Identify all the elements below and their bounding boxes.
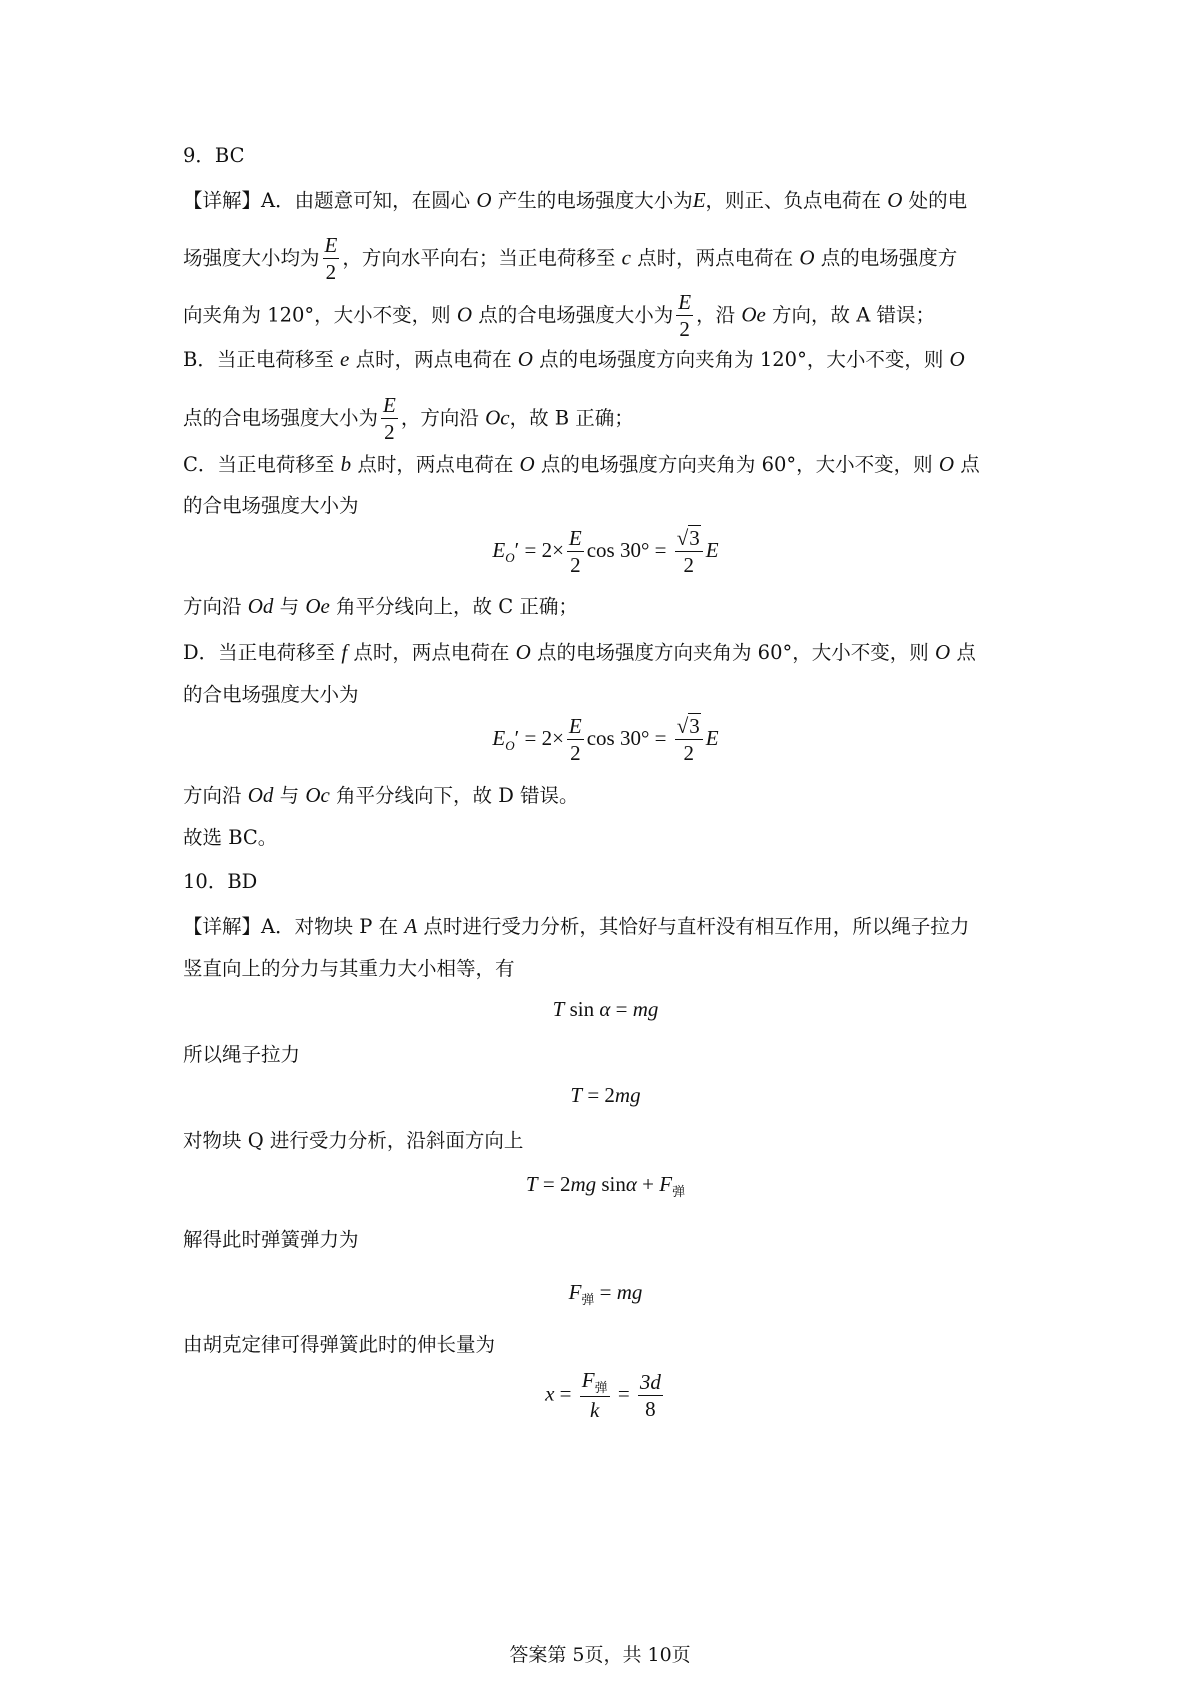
q9-option-d-line-3: 方向沿 Od 与 Oc 角平分线向下，故 D 错误。 (183, 783, 579, 807)
q9-line-2: 场强度大小均为 $\frac{E}{2}$ ，方向水平向右；当正电荷移至 c 点时，两点电荷在 O 点的电场强度方 (183, 233, 958, 284)
q9-header: 9．BC (183, 144, 245, 167)
q10-line-6: 由胡克定律可得弹簧此时的伸长量为 (183, 1333, 496, 1356)
q9-option-c-line-1: C．当正电荷移至 b 点时，两点电荷在 O 点的电场强度方向夹角为 60°，大小不变，则 O 点 (183, 452, 980, 476)
q9-option-b-line-1: B．当正电荷移至 e 点时，两点电荷在 O 点的电场强度方向夹角为 120°，大小不变，则 O (183, 347, 965, 371)
fraction-E-over-2: $\frac{E}{2}$ (324, 233, 338, 284)
equation-f-spring: $F_弹$ = mg (568, 1280, 643, 1308)
equation-eo-prime-c: $E_O' = 2\times$ $\frac{E}{2}$ cos 30° = $\frac{√3}{2}$ E (492, 526, 719, 577)
equation-t-2mg: T = 2mg (570, 1083, 641, 1107)
equation-t-sin-alpha: T sin α = mg (552, 997, 659, 1021)
q9-option-c-line-3: 方向沿 Od 与 Oe 角平分线向上，故 C 正确； (183, 594, 578, 618)
q10-header: 10．BD (183, 870, 258, 893)
q10-line-3: 所以绳子拉力 (183, 1043, 301, 1066)
q10-line-2: 竖直向上的分力与其重力大小相等，有 (183, 957, 515, 980)
q10-line-1: 【详解】A．对物块 P 在 A 点时进行受力分析，其恰好与直杆没有相互作用，所以绳子拉力 (183, 914, 970, 938)
q10-line-5: 解得此时弹簧弹力为 (183, 1228, 359, 1251)
detail-tag: 【详解】 (183, 189, 262, 212)
equation-t-incline: T = 2mg $\sin\alpha + F_弹$ (525, 1172, 686, 1200)
q9-option-c-line-2: 的合电场强度大小为 (183, 494, 359, 517)
fraction-E-over-2: $\frac{E}{2}$ (678, 290, 692, 341)
q9-option-d-line-1: D．当正电荷移至 f 点时，两点电荷在 O 点的电场强度方向夹角为 60°，大小不变，则 O 点 (183, 640, 976, 664)
equation-x-extension: x = $\frac{F_弹}{k}$ = $\frac{3d}{8}$ (545, 1368, 661, 1423)
fraction-E-over-2: $\frac{E}{2}$ (383, 393, 396, 444)
equation-eo-prime-d: $E_O' = 2\times$ $\frac{E}{2}$ cos 30° = $\frac{√3}{2}$ E (492, 714, 719, 765)
page-footer: 答案第 5页，共 10页 (509, 1644, 691, 1666)
detail-tag: 【详解】 (183, 915, 262, 938)
q9-conclusion: 故选 BC。 (183, 826, 278, 849)
q9-option-d-line-2: 的合电场强度大小为 (183, 683, 359, 706)
q9-option-b-line-2: 点的合电场强度大小为 $\frac{E}{2}$ ，方向沿 Oc，故 B 正确； (183, 393, 634, 444)
q10-line-4: 对物块 Q 进行受力分析，沿斜面方向上 (183, 1129, 524, 1152)
q9-line-1: 【详解】A．由题意可知，在圆心 O 产生的电场强度大小为E，则正、负点电荷在 O 处的电 (183, 188, 968, 212)
q9-line-3: 向夹角为 120°，大小不变，则 O 点的合电场强度大小为 $\frac{E}{2}$ ，沿 Oe 方向，故 A 错误； (183, 290, 935, 341)
